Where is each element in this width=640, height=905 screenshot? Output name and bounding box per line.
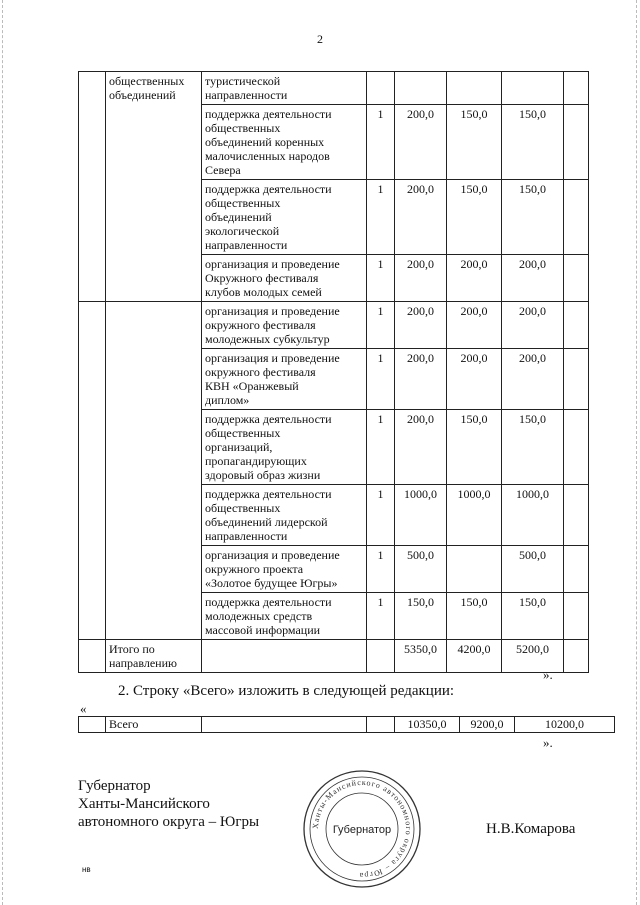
amount-year-3: 150,0	[502, 593, 564, 640]
activity-description	[202, 255, 367, 302]
cell-text-line: общественных	[205, 196, 281, 210]
cell-text-line: объединений	[109, 88, 176, 102]
seal-ring-text: Ханты-Мансийского автономного округа – Югра	[310, 777, 414, 881]
empty-cell	[564, 410, 589, 485]
cell-text-line: объединений	[205, 210, 272, 224]
grand-total-row	[79, 717, 615, 733]
cell-text-line: малочисленных народов	[205, 149, 330, 163]
activity-description	[202, 546, 367, 593]
total-value-2: 9200,0	[460, 717, 515, 733]
quantity-cell: 1	[367, 410, 395, 485]
empty-cell	[564, 640, 589, 673]
cell-text-line: молодежных субкультур	[205, 332, 330, 346]
cell-text-line: Итого по	[109, 642, 155, 656]
amount-year-3: 150,0	[502, 410, 564, 485]
cell-text-line: поддержка деятельности	[205, 487, 332, 501]
amount-year-2: 150,0	[447, 410, 502, 485]
empty-cell	[367, 640, 395, 673]
opening-quote: «	[80, 701, 87, 716]
empty-cell	[202, 640, 367, 673]
cell-text-line: направленности	[205, 238, 288, 252]
cell-text-line: окружного фестиваля	[205, 318, 316, 332]
cell-text-line: организация и проведение	[205, 351, 340, 365]
cell-text-line: КВН «Оранжевый	[205, 379, 299, 393]
empty-cell	[564, 105, 589, 180]
amendment-instruction: 2. Строку «Всего» изложить в следующей редакции:	[118, 683, 455, 699]
empty-cell	[564, 302, 589, 349]
cell-text-line: поддержка деятельности	[205, 182, 332, 196]
amount-year-2: 200,0	[447, 255, 502, 302]
subtotal-year-2: 4200,0	[447, 640, 502, 673]
activity-description	[202, 72, 367, 105]
row-number-cell	[79, 72, 106, 302]
total-value-1: 10350,0	[395, 717, 460, 733]
activity-description	[202, 593, 367, 640]
amount-year-3: 500,0	[502, 546, 564, 593]
signer-title-line: Губернатор	[78, 778, 151, 794]
amount-year-3	[502, 72, 564, 105]
budget-table	[78, 71, 589, 673]
amount-year-3: 1000,0	[502, 485, 564, 546]
subtotal-label	[106, 640, 202, 673]
cell-text-line: направленности	[205, 529, 288, 543]
cell-text-line: поддержка деятельности	[205, 107, 332, 121]
amount-year-3: 150,0	[502, 105, 564, 180]
amount-year-1	[395, 72, 447, 105]
cell-text-line: объединений лидерской	[205, 515, 328, 529]
cell-text-line: молодежных средств	[205, 609, 313, 623]
total-cell-empty	[367, 717, 395, 733]
cell-text-line: Севера	[205, 163, 241, 177]
empty-cell	[564, 593, 589, 640]
cell-text-line: поддержка деятельности	[205, 412, 332, 426]
amount-year-3: 200,0	[502, 255, 564, 302]
cell-text-line: организация и проведение	[205, 257, 340, 271]
activity-description	[202, 349, 367, 410]
quantity-cell: 1	[367, 255, 395, 302]
activity-description	[202, 180, 367, 255]
quantity-cell: 1	[367, 302, 395, 349]
total-cell-empty	[79, 717, 106, 733]
cell-text-line: клубов молодых семей	[205, 285, 322, 299]
cell-text-line: организация и проведение	[205, 548, 340, 562]
signer-title-line: автономного округа – Югры	[78, 814, 260, 830]
cell-text-line: окружного фестиваля	[205, 365, 316, 379]
amount-year-2	[447, 546, 502, 593]
amount-year-1: 150,0	[395, 593, 447, 640]
activity-description	[202, 302, 367, 349]
quantity-cell: 1	[367, 180, 395, 255]
subtotal-year-3: 5200,0	[502, 640, 564, 673]
left-scan-edge	[2, 0, 4, 905]
quantity-cell: 1	[367, 349, 395, 410]
subtotal-row	[79, 640, 589, 673]
amount-year-1: 200,0	[395, 105, 447, 180]
total-closing-quote: ».	[543, 735, 553, 750]
total-value-3: 10200,0	[515, 717, 615, 733]
quantity-cell: 1	[367, 485, 395, 546]
section-label-cell	[106, 72, 202, 302]
cell-text-line: направлению	[109, 656, 177, 670]
empty-cell	[564, 255, 589, 302]
activity-description	[202, 105, 367, 180]
cell-text-line: экологической	[205, 224, 280, 238]
cell-text-line: Окружного фестиваля	[205, 271, 319, 285]
section-label-cell	[106, 302, 202, 640]
amount-year-2: 150,0	[447, 180, 502, 255]
cell-text-line: общественных	[109, 74, 185, 88]
empty-cell	[564, 72, 589, 105]
amount-year-2	[447, 72, 502, 105]
amount-year-2: 150,0	[447, 593, 502, 640]
amount-year-1: 200,0	[395, 302, 447, 349]
cell-text-line: организация и проведение	[205, 304, 340, 318]
amount-year-1: 200,0	[395, 180, 447, 255]
total-label: Всего	[106, 717, 202, 733]
cell-text-line: пропагандирующих	[205, 454, 307, 468]
empty-cell	[564, 349, 589, 410]
cell-text-line: организаций,	[205, 440, 273, 454]
cell-text-line: здоровый образ жизни	[205, 468, 321, 482]
cell-text-line: «Золотое будущее Югры»	[205, 576, 338, 590]
amount-year-1: 200,0	[395, 255, 447, 302]
amount-year-1: 500,0	[395, 546, 447, 593]
amount-year-1: 200,0	[395, 349, 447, 410]
signature-block	[78, 777, 259, 831]
table-row	[79, 72, 589, 105]
grand-total-table	[78, 716, 615, 733]
cell-text-line: направленности	[205, 88, 288, 102]
executor-initials: нв	[82, 865, 91, 874]
quantity-cell: 1	[367, 546, 395, 593]
amount-year-3: 200,0	[502, 349, 564, 410]
page-number: 2	[317, 32, 323, 46]
amount-year-1: 1000,0	[395, 485, 447, 546]
quantity-cell: 1	[367, 105, 395, 180]
empty-cell	[564, 180, 589, 255]
signer-name: Н.В.Комарова	[486, 821, 576, 837]
seal-center-text: Губернатор	[332, 824, 392, 836]
cell-text-line: массовой информации	[205, 623, 321, 637]
amount-year-2: 150,0	[447, 105, 502, 180]
amount-year-1: 200,0	[395, 410, 447, 485]
official-seal	[298, 768, 426, 890]
cell-text-line: туристической	[205, 74, 281, 88]
cell-text-line: окружного проекта	[205, 562, 304, 576]
amount-year-2: 200,0	[447, 302, 502, 349]
total-cell-empty	[202, 717, 367, 733]
table-row	[79, 302, 589, 349]
cell-text-line: общественных	[205, 426, 281, 440]
amount-year-2: 1000,0	[447, 485, 502, 546]
empty-cell	[564, 485, 589, 546]
right-scan-edge	[636, 0, 638, 905]
empty-cell	[564, 546, 589, 593]
cell-text-line: общественных	[205, 501, 281, 515]
amount-year-3: 200,0	[502, 302, 564, 349]
row-number-cell	[79, 302, 106, 640]
activity-description	[202, 410, 367, 485]
cell-text-line: объединений коренных	[205, 135, 325, 149]
cell-text-line: поддержка деятельности	[205, 595, 332, 609]
subtotal-year-1: 5350,0	[395, 640, 447, 673]
activity-description	[202, 485, 367, 546]
signer-title-line: Ханты-Мансийского	[78, 796, 210, 812]
amount-year-3: 150,0	[502, 180, 564, 255]
row-number-cell	[79, 640, 106, 673]
quantity-cell: 1	[367, 593, 395, 640]
amount-year-2: 200,0	[447, 349, 502, 410]
table-closing-quote: ».	[543, 667, 553, 682]
cell-text-line: общественных	[205, 121, 281, 135]
quantity-cell	[367, 72, 395, 105]
cell-text-line: диплом»	[205, 393, 250, 407]
